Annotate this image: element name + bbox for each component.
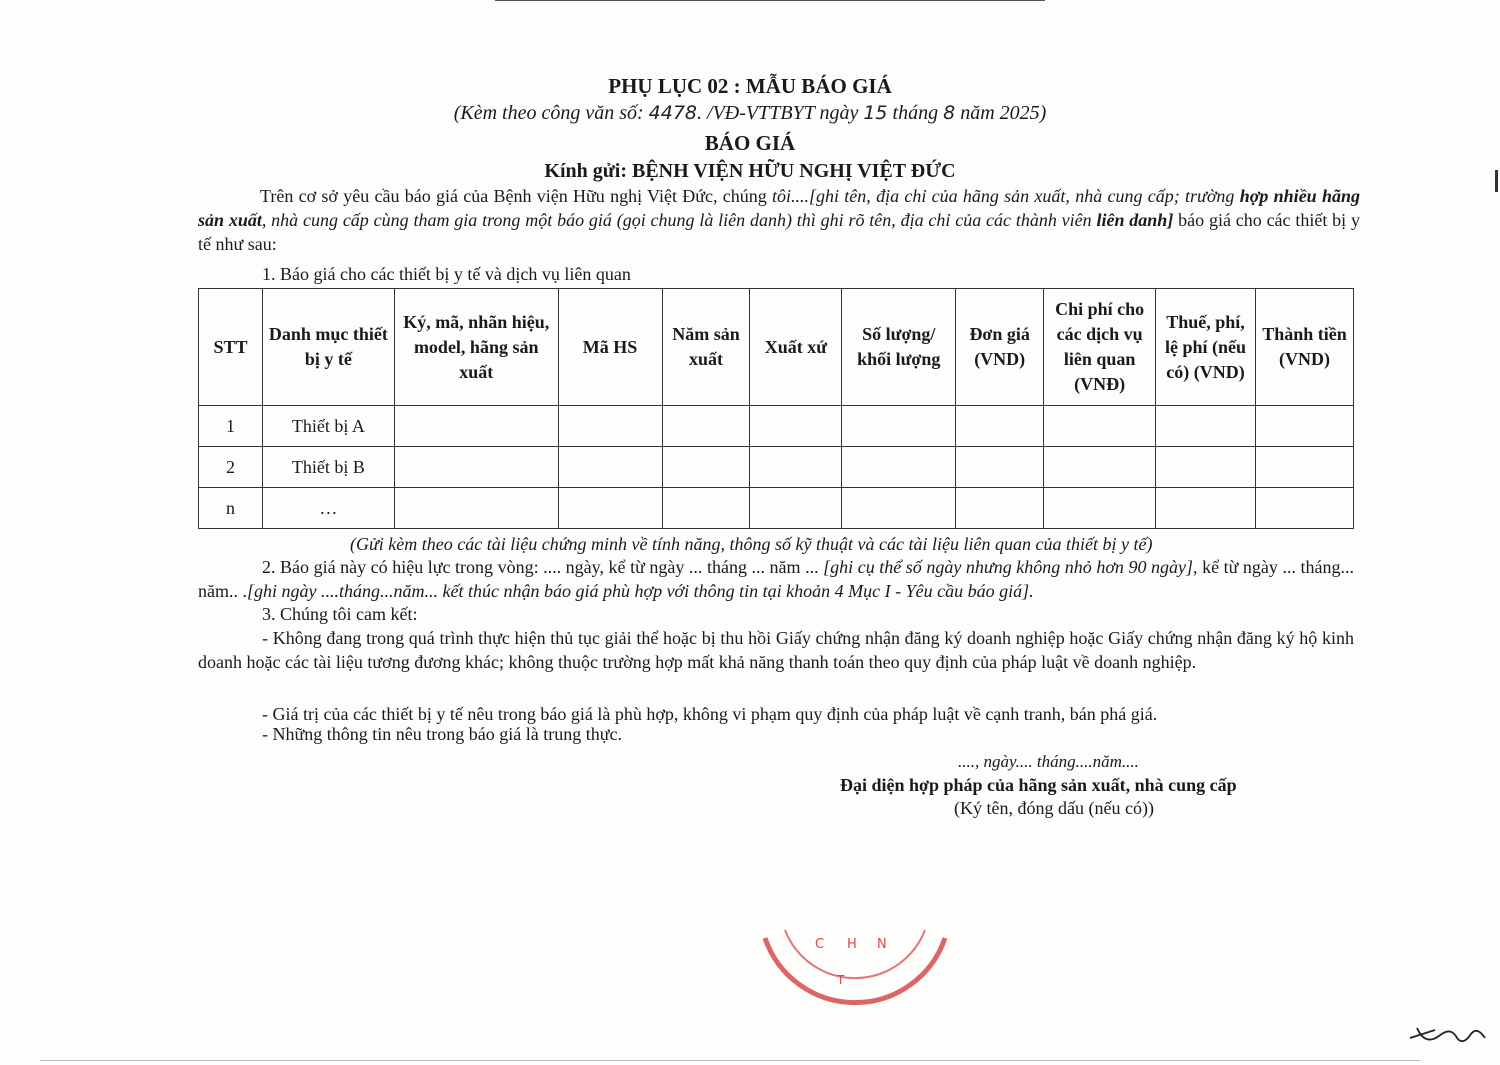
day-handwritten: 15 — [863, 102, 888, 124]
header-service-cost: Chi phí cho các dịch vụ liên quan (VNĐ) — [1044, 289, 1156, 406]
cell-name: Thiết bị A — [262, 406, 394, 447]
document-heading: BÁO GIÁ — [704, 131, 796, 155]
table-row — [199, 447, 1354, 488]
header-hs-code: Mã HS — [558, 289, 662, 406]
cell-stt: 1 — [199, 406, 263, 447]
intro-text-2: báo giá cho các thiết bị y tế như sau: — [198, 210, 1360, 254]
handwritten-signature-image — [1405, 1020, 1490, 1055]
header-year: Năm sản xuất — [662, 289, 750, 406]
appendix-title: PHỤ LỤC 02 : MẪU BÁO GIÁ — [608, 74, 892, 98]
header-total: Thành tiền (VND) — [1255, 289, 1353, 406]
cell-empty — [394, 488, 558, 529]
cell-name: Thiết bị B — [262, 447, 394, 488]
commitment-a-text: - Không đang trong quá trình thực hiện thủ tục giải thể hoặc bị thu hồi Giấy chứng nhận đăng ký doanh nghiệp hoặc Giấy chứng nhận đăng ký hộ kinh doanh hoặc các tài liệu tương đương khác; không thuộc trường hợp mất khả năng thanh toán theo quy định của pháp luật về doanh nghiệp. — [198, 628, 1354, 672]
section-2-paragraph — [198, 555, 1354, 603]
month-handwritten: 8 — [943, 102, 956, 124]
cell-empty — [394, 447, 558, 488]
svg-text:N: N — [877, 937, 887, 952]
commitment-item-b: - Giá trị của các thiết bị y tế nêu trong báo giá là phù hợp, không vi phạm quy định của pháp luật về cạnh tranh, bán phá giá. — [262, 704, 1158, 724]
legal-representative-label: Đại diện hợp pháp của hãng sản xuất, nhà cung cấp — [840, 775, 1237, 795]
recipient-line: Kính gửi: BỆNH VIỆN HỮU NGHỊ VIỆT ĐỨC — [544, 160, 956, 182]
header-model: Ký, mã, nhãn hiệu, model, hãng sản xuất — [394, 289, 558, 406]
intro-italic-2: , nhà cung cấp cùng tham gia trong một báo giá (gọi chung là liên danh) thì ghi rõ tên, địa chỉ của các thành viên — [261, 210, 1097, 230]
cell-empty — [1156, 488, 1256, 529]
section-2-text-2: , kể từ ngày ... tháng... năm.. . — [198, 557, 1354, 601]
attachment-note: (Gửi kèm theo các tài liệu chứng minh về tính năng, thông số kỹ thuật và các tài liệu liên quan của thiết bị y tế) — [350, 534, 1153, 554]
cell-empty — [1255, 488, 1353, 529]
cell-empty — [1044, 488, 1156, 529]
doc-number-handwritten: 4478 — [648, 102, 698, 124]
quote-table — [198, 288, 1354, 529]
cell-empty — [1255, 447, 1353, 488]
header-origin: Xuất xứ — [750, 289, 842, 406]
cell-empty — [750, 406, 842, 447]
cell-empty — [662, 488, 750, 529]
header-quantity: Số lượng/ khối lượng — [842, 289, 956, 406]
red-stamp-image — [755, 918, 955, 1013]
table-header-row — [199, 289, 1354, 406]
cell-empty — [1255, 406, 1353, 447]
sign-stamp-note: (Ký tên, đóng dấu (nếu có)) — [954, 798, 1154, 818]
commitment-item-a — [198, 626, 1354, 674]
section-2-italic-2: [ghi ngày ....tháng...năm... kết thúc nhận báo giá phù hợp với thông tin tại khoản 4 Mục I - Yêu cầu báo giá]. — [247, 581, 1034, 601]
cell-empty — [956, 488, 1044, 529]
cell-empty — [750, 488, 842, 529]
cell-empty — [662, 406, 750, 447]
intro-italic-1: tôi....[ghi tên, địa chỉ của hãng sản xuất, nhà cung cấp; trường — [772, 186, 1240, 206]
cell-empty — [956, 406, 1044, 447]
appendix-subtitle — [0, 102, 1500, 125]
cell-name: … — [262, 488, 394, 529]
cell-empty — [1044, 447, 1156, 488]
cell-empty — [558, 488, 662, 529]
bottom-rule — [40, 1060, 1420, 1061]
svg-text:H: H — [847, 937, 857, 952]
subtitle-month-label: tháng — [892, 102, 939, 124]
cell-empty — [1156, 447, 1256, 488]
intro-bold-italic-2: liên danh] — [1096, 210, 1174, 230]
signature-date-line: ...., ngày.... tháng....năm.... — [958, 752, 1139, 771]
section-2-italic-1: [ghi cụ thể số ngày nhưng không nhỏ hơn 90 ngày] — [823, 557, 1194, 577]
header-unit-price: Đơn giá (VND) — [956, 289, 1044, 406]
top-rule — [495, 0, 1045, 1]
cell-empty — [750, 447, 842, 488]
commitment-item-c: - Những thông tin nêu trong báo giá là trung thực. — [262, 724, 622, 744]
section-3-title: 3. Chúng tôi cam kết: — [262, 604, 418, 624]
cell-empty — [662, 447, 750, 488]
cell-empty — [558, 406, 662, 447]
header-tax: Thuế, phí, lệ phí (nếu có) (VND) — [1156, 289, 1256, 406]
cell-stt: n — [199, 488, 263, 529]
subtitle-middle: . /VĐ-VTTBYT ngày — [697, 102, 859, 124]
cell-empty — [842, 447, 956, 488]
subtitle-suffix: năm 2025) — [960, 102, 1047, 124]
table-row — [199, 406, 1354, 447]
cell-empty — [394, 406, 558, 447]
intro-bold-italic: hợp nhiều hãng sản xuất — [198, 186, 1360, 230]
cell-empty — [956, 447, 1044, 488]
intro-text-1: Trên cơ sở yêu cầu báo giá của Bệnh viện Hữu nghị Việt Đức, chúng — [260, 186, 773, 206]
cell-empty — [842, 488, 956, 529]
section-2-text-1: 2. Báo giá này có hiệu lực trong vòng: .... ngày, kể từ ngày ... tháng ... năm ... — [262, 557, 824, 577]
cell-empty — [842, 406, 956, 447]
header-category: Danh mục thiết bị y tế — [262, 289, 394, 406]
section-1-title: 1. Báo giá cho các thiết bị y tế và dịch vụ liên quan — [262, 264, 631, 284]
svg-text:C: C — [815, 937, 825, 952]
subtitle-prefix: (Kèm theo công văn số: — [453, 102, 644, 124]
header-stt: STT — [199, 289, 263, 406]
intro-paragraph — [198, 184, 1360, 256]
cell-empty — [1044, 406, 1156, 447]
cell-empty — [558, 447, 662, 488]
cell-stt: 2 — [199, 447, 263, 488]
table-row — [199, 488, 1354, 529]
svg-text:T: T — [837, 973, 845, 987]
cell-empty — [1156, 406, 1256, 447]
